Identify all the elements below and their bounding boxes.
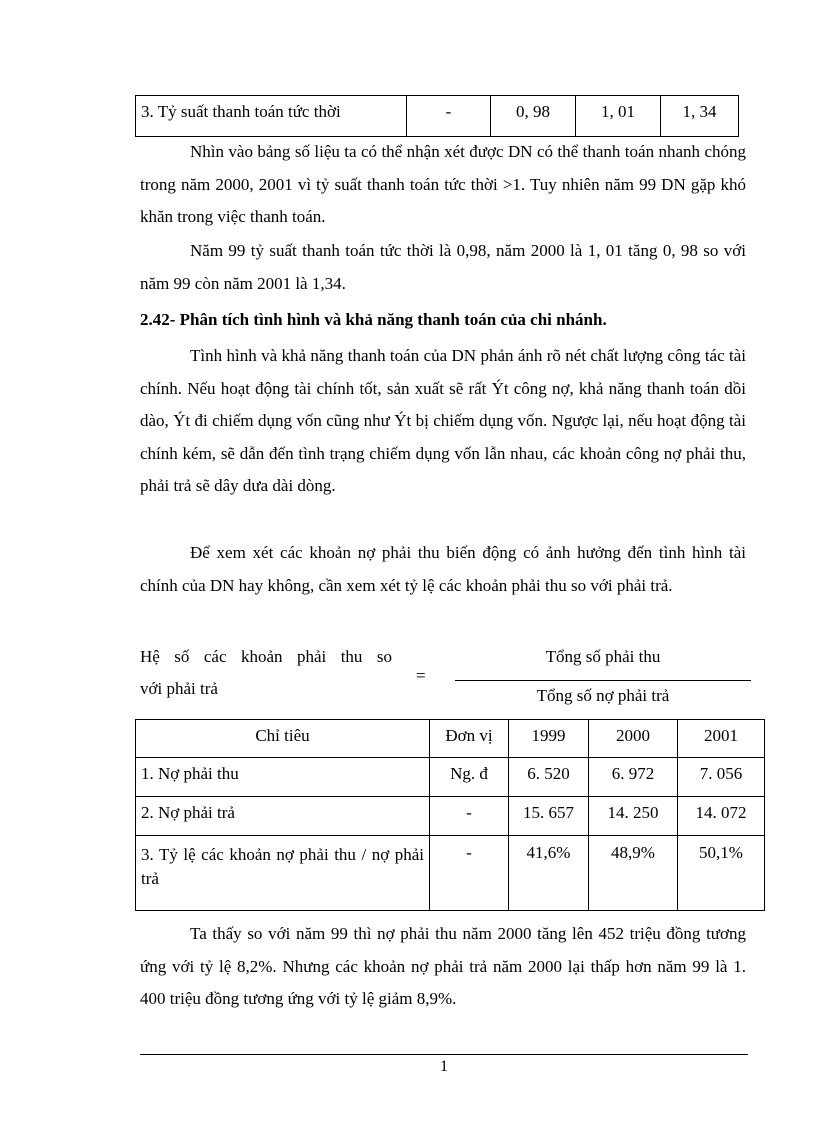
footer-rule xyxy=(140,1054,748,1055)
col-header-1999: 1999 xyxy=(509,720,589,758)
receivables-table xyxy=(135,719,765,911)
paragraph-5: Ta thấy so với năm 99 thì nợ phải thu năm 2000 tăng lên 452 triệu đồng tương ứng với tỷ lệ 8,2%. Nhưng các khoản nợ phải trả năm 2000 lại thấp hơn năm 99 là 1. 400 triệu đồng tương ứng với tỷ lệ giảm 8,9%. xyxy=(140,924,746,1008)
col-header-2001: 2001 xyxy=(678,720,765,758)
top-table-label: 3. Tỷ suất thanh toán tức thời xyxy=(136,96,407,137)
formula-equals: = xyxy=(416,666,426,685)
row-1999: 6. 520 xyxy=(509,758,589,797)
row-2000: 48,9% xyxy=(589,836,678,911)
row-label: 3. Tỷ lệ các khoản nợ phải thu / nợ phải trả xyxy=(136,836,430,911)
row-unit: Ng. đ xyxy=(430,758,509,797)
formula-numerator: Tổng số phải thu xyxy=(545,647,661,666)
col-header-2000: 2000 xyxy=(589,720,678,758)
paragraph-1: Nhìn vào bảng số liệu ta có thể nhận xét được DN có thể thanh toán nhanh chóng trong năm 2000, 2001 vì tỷ suất thanh toán tức thời >1. Tuy nhiên năm 99 DN gặp khó khăn trong việc thanh toán. xyxy=(140,142,746,226)
row-unit: - xyxy=(430,797,509,836)
row-1999: 15. 657 xyxy=(509,797,589,836)
paragraph-3: Tình hình và khả năng thanh toán của DN phản ánh rõ nét chất lượng công tác tài chính. Nếu hoạt động tài chính tốt, sản xuất sẽ rất Ýt công nợ, khả năng thanh toán dồi dào, Ýt đi chiếm dụng vốn cũng như Ýt bị chiếm dụng vốn. Ngược lại, nếu hoạt động tài chính kém, sẽ dẫn đến tình trạng chiếm dụng vốn lẫn nhau, các khoản công nợ phải thu, phải trả sẽ dây dưa dài dòng. xyxy=(140,346,746,495)
col-header-unit: Đơn vị xyxy=(430,720,509,758)
row-unit: - xyxy=(430,836,509,911)
table-row xyxy=(136,836,765,911)
page-number: 1 xyxy=(440,1058,448,1075)
formula-left-line1: Hệ số các khoản phải thu so xyxy=(140,647,392,666)
top-table-2001: 1, 34 xyxy=(661,96,739,137)
paragraph-2: Năm 99 tỷ suất thanh toán tức thời là 0,98, năm 2000 là 1, 01 tăng 0, 98 so với năm 99 còn năm 2001 là 1,34. xyxy=(140,241,746,293)
row-2000: 14. 250 xyxy=(589,797,678,836)
formula-left-line2: với phải trả xyxy=(140,679,218,698)
top-table-unit: - xyxy=(407,96,491,137)
row-label: 2. Nợ phải trả xyxy=(136,797,430,836)
col-header-indicator: Chỉ tiêu xyxy=(136,720,430,758)
section-heading: 2.42- Phân tích tình hình và khả năng thanh toán của chi nhánh. xyxy=(140,310,607,329)
table-row xyxy=(136,96,739,137)
table-row xyxy=(136,758,765,797)
row-2001: 7. 056 xyxy=(678,758,765,797)
row-1999: 41,6% xyxy=(509,836,589,911)
row-label: 1. Nợ phải thu xyxy=(136,758,430,797)
top-table-2000: 1, 01 xyxy=(576,96,661,137)
table-header-row xyxy=(136,720,765,758)
row-2000: 6. 972 xyxy=(589,758,678,797)
table-row xyxy=(136,797,765,836)
top-table-1999: 0, 98 xyxy=(491,96,576,137)
formula-denominator: Tổng số nợ phải trả xyxy=(536,686,670,705)
row-2001: 14. 072 xyxy=(678,797,765,836)
row-2001: 50,1% xyxy=(678,836,765,911)
paragraph-4: Để xem xét các khoản nợ phải thu biến động có ảnh hưởng đến tình hình tài chính của DN hay không, cần xem xét tỷ lệ các khoản phải thu so với phải trả. xyxy=(140,543,746,595)
fraction-bar xyxy=(455,680,751,681)
top-table xyxy=(135,95,739,137)
